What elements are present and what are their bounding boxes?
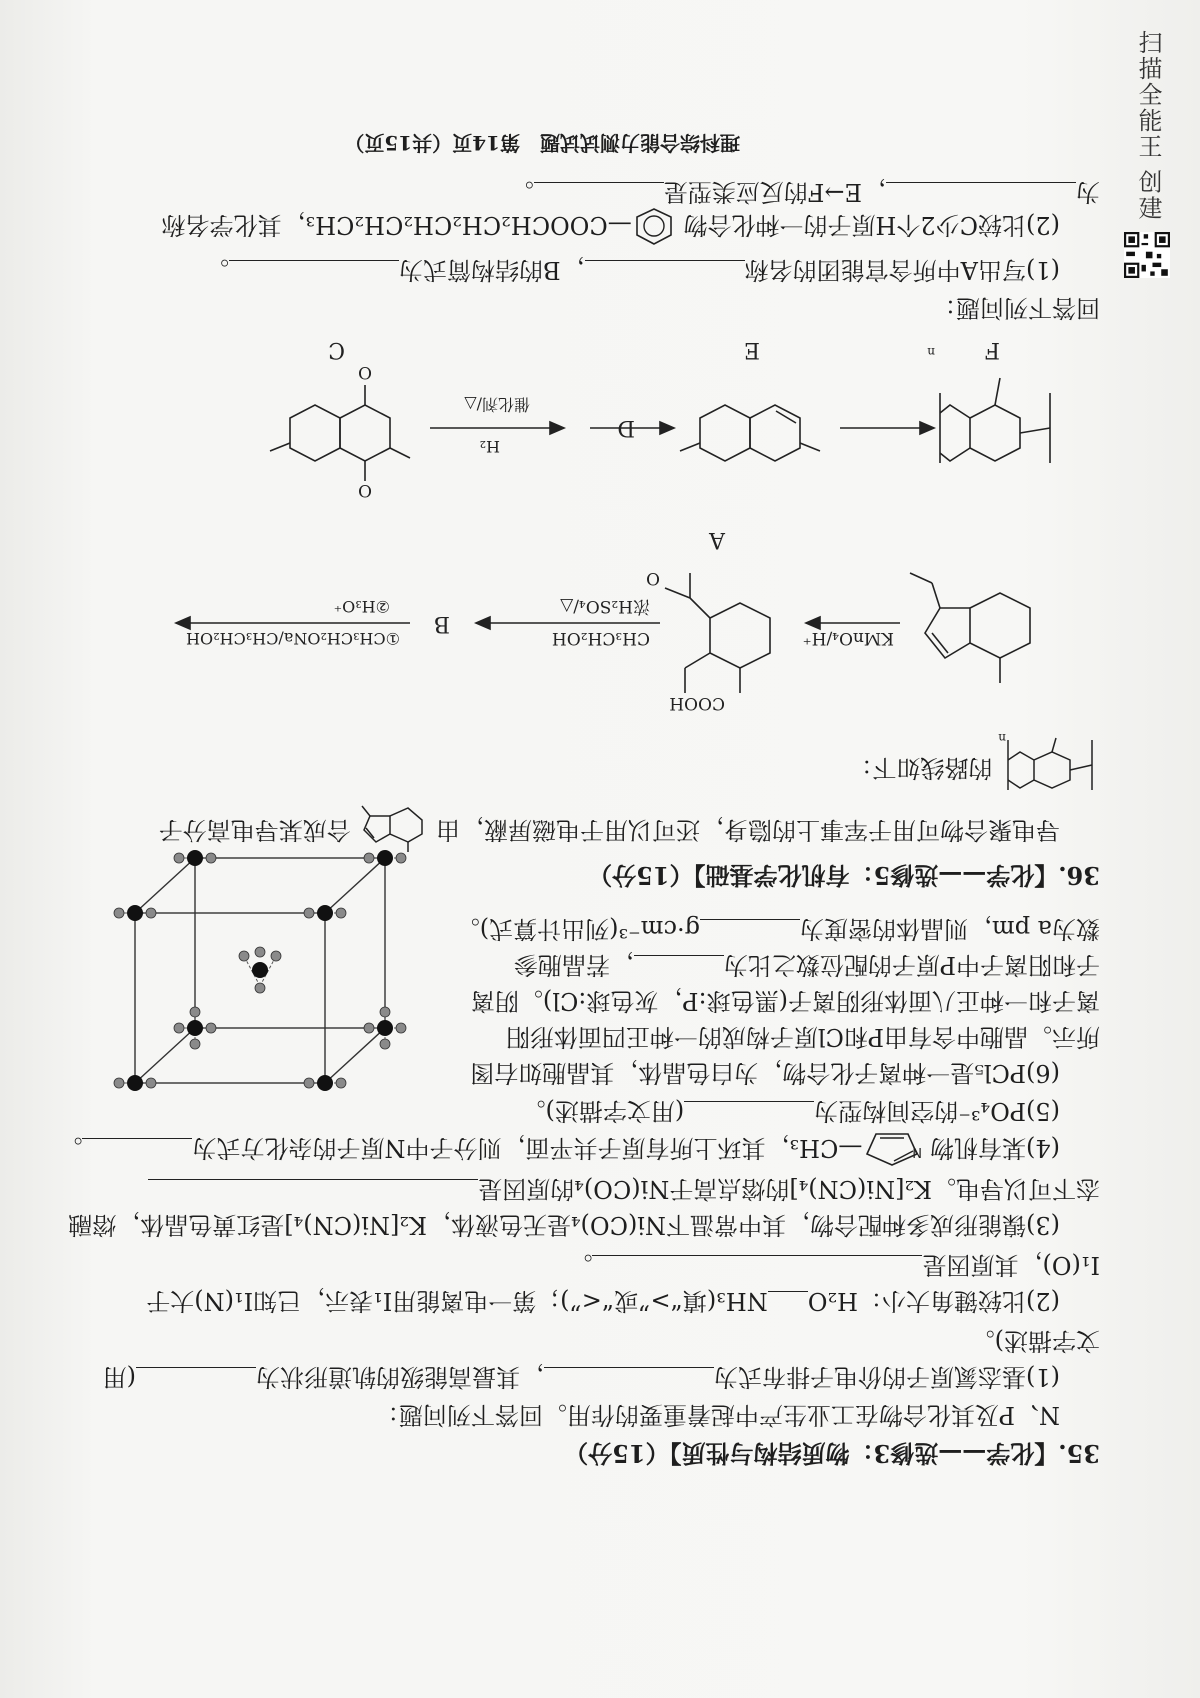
label-A: A	[709, 527, 725, 552]
label-F: F	[984, 337, 1000, 362]
answer-blank	[592, 1255, 922, 1280]
reagent-kmno4: KMnO₄/H⁺	[802, 628, 894, 648]
q36-answer-prompt: 回答下列问题：	[932, 294, 1100, 322]
benzene-ring-structure	[632, 207, 676, 247]
q36-heading: 36.【化学——选修5：有机化学基础】（15分）	[588, 861, 1100, 890]
answer-blank	[585, 260, 745, 285]
target-polymer-structure	[1000, 730, 1100, 800]
q36-part1: (1)写出A中所含官能团的名称，B的结构简式为。	[205, 256, 1060, 284]
answer-blank	[136, 1367, 256, 1392]
reagent-h2: H₂	[479, 437, 500, 456]
label-C: C	[328, 337, 345, 362]
rotated-exam-content	[60, 0, 1120, 1698]
answer-blank	[148, 1179, 478, 1204]
q35-part5: (5)PO₄³⁻的空间构型为(用文字描述)。	[521, 1097, 1060, 1125]
subscript-n-2: n	[927, 345, 935, 359]
q36-intro-cont: n 的路线如下：	[848, 730, 1100, 800]
synthesis-scheme-row1	[100, 503, 1090, 713]
answer-blank	[886, 182, 1076, 207]
imidazole-structure	[862, 1130, 922, 1168]
q35-part6-l4: 子和阳离子中P原子的配位数之比为，若晶胞参	[513, 951, 1100, 979]
answer-blank	[768, 1291, 808, 1316]
reagent-h3o: ②H₃O⁺	[333, 597, 390, 616]
answer-blank	[634, 955, 724, 980]
q35-part6-l5: 数为a pm，则晶体的密度为g·cm⁻³(列出计算式)。	[455, 915, 1100, 943]
answer-blank	[229, 260, 399, 285]
q35-part2: (2)比较键角大小：H₂ONH₃(填“>”或“<”)；第一电离能用I₁表示，已知I₁(N)大于	[146, 1287, 1060, 1315]
q35-part6-l3: 离子和一种正八面体形阴离子(黑色球:P，灰色球:Cl)。阴离	[470, 987, 1100, 1015]
q35-part4: (4)某有机物 N —CH₃，其环上所有原子共平面，则分子中N原子的杂化方式为。	[58, 1130, 1060, 1168]
answer-blank	[82, 1138, 192, 1163]
reagent-h2so4: 浓H₂SO₄/△	[560, 596, 650, 616]
answer-blank	[534, 182, 664, 207]
cooh-group: COOH	[669, 693, 725, 713]
q35-part3-cont: 态下可以导电。K₂[Ni(CN)₄]的熔点高于Ni(CO)₄的原因是	[148, 1174, 1100, 1204]
q35-part6-l1: (6)PCl₅是一种离子化合物，为白色晶体，其晶胞如右图	[470, 1059, 1060, 1087]
qr-code-icon	[1124, 232, 1170, 278]
synthesis-scheme-row2	[100, 313, 1090, 503]
reagent-catalyst: 催化剂/△	[464, 395, 530, 414]
reagent-naoet: ①CH₃CH₂ONa/CH₃CH₂OH	[186, 629, 400, 648]
q36-part2: (2)比较C少2个H原子的一种化合物 —COOCH₂CH₂CH₂CH₂CH₃，其化学名称	[162, 207, 1061, 247]
q36-part2-cont: 为，E→F的反应类型是。	[509, 178, 1100, 206]
q35-part1-cont: 文字描述)。	[970, 1327, 1100, 1355]
answer-blank	[700, 919, 800, 944]
ring-start	[970, 593, 1030, 658]
page-footer: 理科综合能力测试试题 第14页（共15页）	[344, 131, 740, 155]
reagent-ethanol: CH₃CH₂OH	[551, 628, 650, 648]
q35-part3: (3)镍能形成多种配合物，其中常温下Ni(CO)₄是无色液体，K₂[Ni(CN)₄]是红黄色晶体，熔融	[68, 1211, 1060, 1239]
pcl5-unit-cell-figure	[105, 848, 415, 1098]
carbonyl-o: O	[646, 568, 660, 588]
carbonyl-o-c1: O	[358, 480, 372, 500]
carbonyl-o-c2: O	[358, 362, 372, 382]
answer-blank	[684, 1101, 814, 1126]
watermark-text: 扫描全能王 创建	[1134, 30, 1162, 222]
label-B: B	[433, 611, 450, 636]
starting-material-structure	[358, 802, 428, 852]
q35-intro: N、P及其化合物在工业生产中起着重要的作用。回答下列问题：	[374, 1401, 1060, 1429]
q36-intro: 导电聚合物可用于军事上的隐身，还可以用于电磁屏蔽，由 合成某导电高分子	[159, 802, 1060, 852]
answer-blank	[544, 1367, 714, 1392]
label-E: E	[743, 337, 760, 362]
q35-part1: (1)基态氮原子的价电子排布式为，其最高能级的轨道形状为(用	[102, 1363, 1060, 1391]
q35-part2-cont: I₁(O)，其原因是。	[568, 1251, 1100, 1279]
subscript-n: n	[998, 731, 1006, 745]
q35-heading: 35.【化学——选修3：物质结构与性质】（15分）	[564, 1439, 1100, 1468]
label-D: D	[617, 415, 635, 440]
q35-part6-l2: 所示。晶胞中含有由P和Cl原子构成的一种正四面体形阳	[505, 1023, 1100, 1051]
svg-text:N: N	[912, 1144, 923, 1159]
